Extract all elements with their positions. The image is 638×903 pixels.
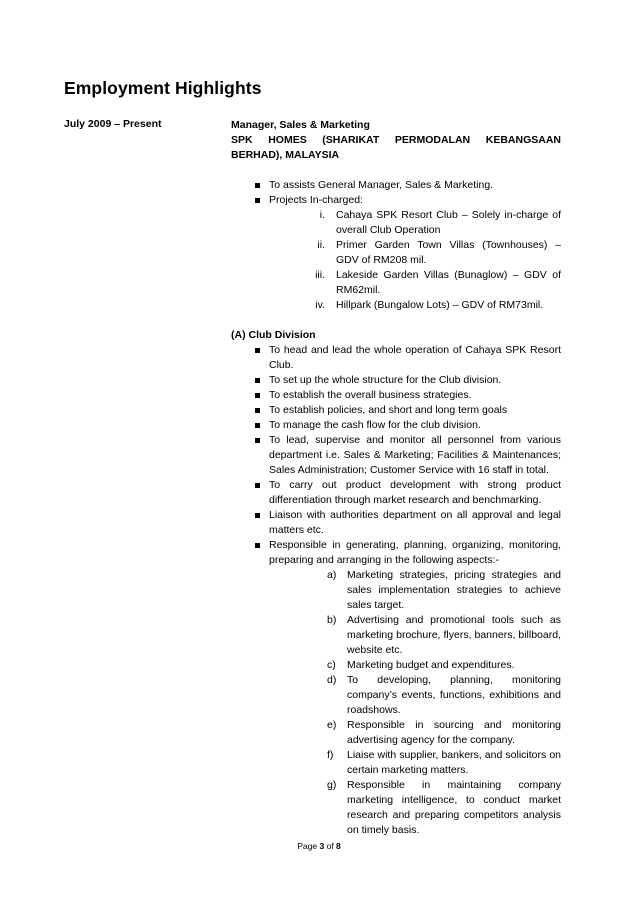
club-division-list — [231, 343, 561, 838]
aspect-item: c) Marketing budget and expenditures. — [327, 659, 515, 671]
page-footer — [0, 841, 638, 851]
aspect-item: d) To developing, planning, monitoring company’s events, functions, exhibitions and roadshows. — [327, 674, 561, 716]
aspect-item: f) Liaise with supplier, bankers, and solicitors on certain marketing matters. — [327, 749, 561, 776]
employment-period: July 2009 – Present — [64, 118, 162, 130]
page-number: 3 — [319, 841, 325, 851]
aspects-list — [269, 568, 561, 838]
page-total: 8 — [336, 841, 341, 851]
list-item: To assists General Manager, Sales & Marketing. — [231, 178, 561, 193]
responsibility-list — [231, 178, 561, 313]
aspect-item: a) Marketing strategies, pricing strategies and sales implementation strategies to achieve sales target. — [327, 569, 561, 611]
list-item: To head and lead the whole operation of Cahaya SPK Resort Club. — [231, 343, 561, 373]
project-item: ii. Primer Garden Town Villas (Townhouses) – GDV of RM208 mil. — [317, 239, 561, 266]
aspect-item: e) Responsible in sourcing and monitoring advertising agency for the company. — [327, 719, 561, 746]
of-word: of — [326, 841, 334, 851]
employment-details — [231, 118, 561, 838]
list-item: To lead, supervise and monitor all personnel from various department i.e. Sales & Marketing; Facilities & Maintenances; Sales Administration; Customer Service with 16 staff in total. — [231, 433, 561, 478]
project-item: iii. Lakeside Garden Villas (Bunaglow) – GDV of RM62mil. — [315, 269, 561, 296]
list-item: Liaison with authorities department on all approval and legal matters etc. — [231, 508, 561, 538]
projects-list — [269, 208, 561, 313]
list-item — [231, 193, 561, 313]
list-item-label: Projects In-charged: — [269, 194, 363, 206]
project-item: iv. Hillpark (Bungalow Lots) – GDV of RM73mil. — [315, 299, 544, 311]
list-item-label: Responsible in generating, planning, organizing, monitoring, preparing and arranging in the following aspects:- — [269, 539, 561, 566]
aspect-item: b) Advertising and promotional tools such as marketing brochure, flyers, banners, billboard, website etc. — [327, 614, 561, 656]
section-heading: Employment Highlights — [64, 78, 262, 98]
job-position: Manager, Sales & Marketing — [231, 119, 370, 131]
list-item: To set up the whole structure for the Club division. — [231, 373, 561, 388]
company-name: SPK HOMES (SHARIKAT PERMODALAN KEBANGSAAN BERHAD), MALAYSIA — [231, 134, 561, 161]
list-item — [231, 538, 561, 838]
list-item: To establish policies, and short and long term goals — [231, 403, 561, 418]
aspect-item: g) Responsible in maintaining company marketing intelligence, to conduct market research and preparing competitors analysis on timely basis. — [327, 779, 561, 836]
list-item: To establish the overall business strategies. — [231, 388, 561, 403]
list-item: To manage the cash flow for the club division. — [231, 418, 561, 433]
list-item: To carry out product development with strong product differentiation through market research and benchmarking. — [231, 478, 561, 508]
page-word: Page — [297, 841, 318, 851]
club-division-title: (A) Club Division — [231, 329, 316, 341]
project-item: i. Cahaya SPK Resort Club – Solely in-charge of overall Club Operation — [319, 209, 561, 236]
